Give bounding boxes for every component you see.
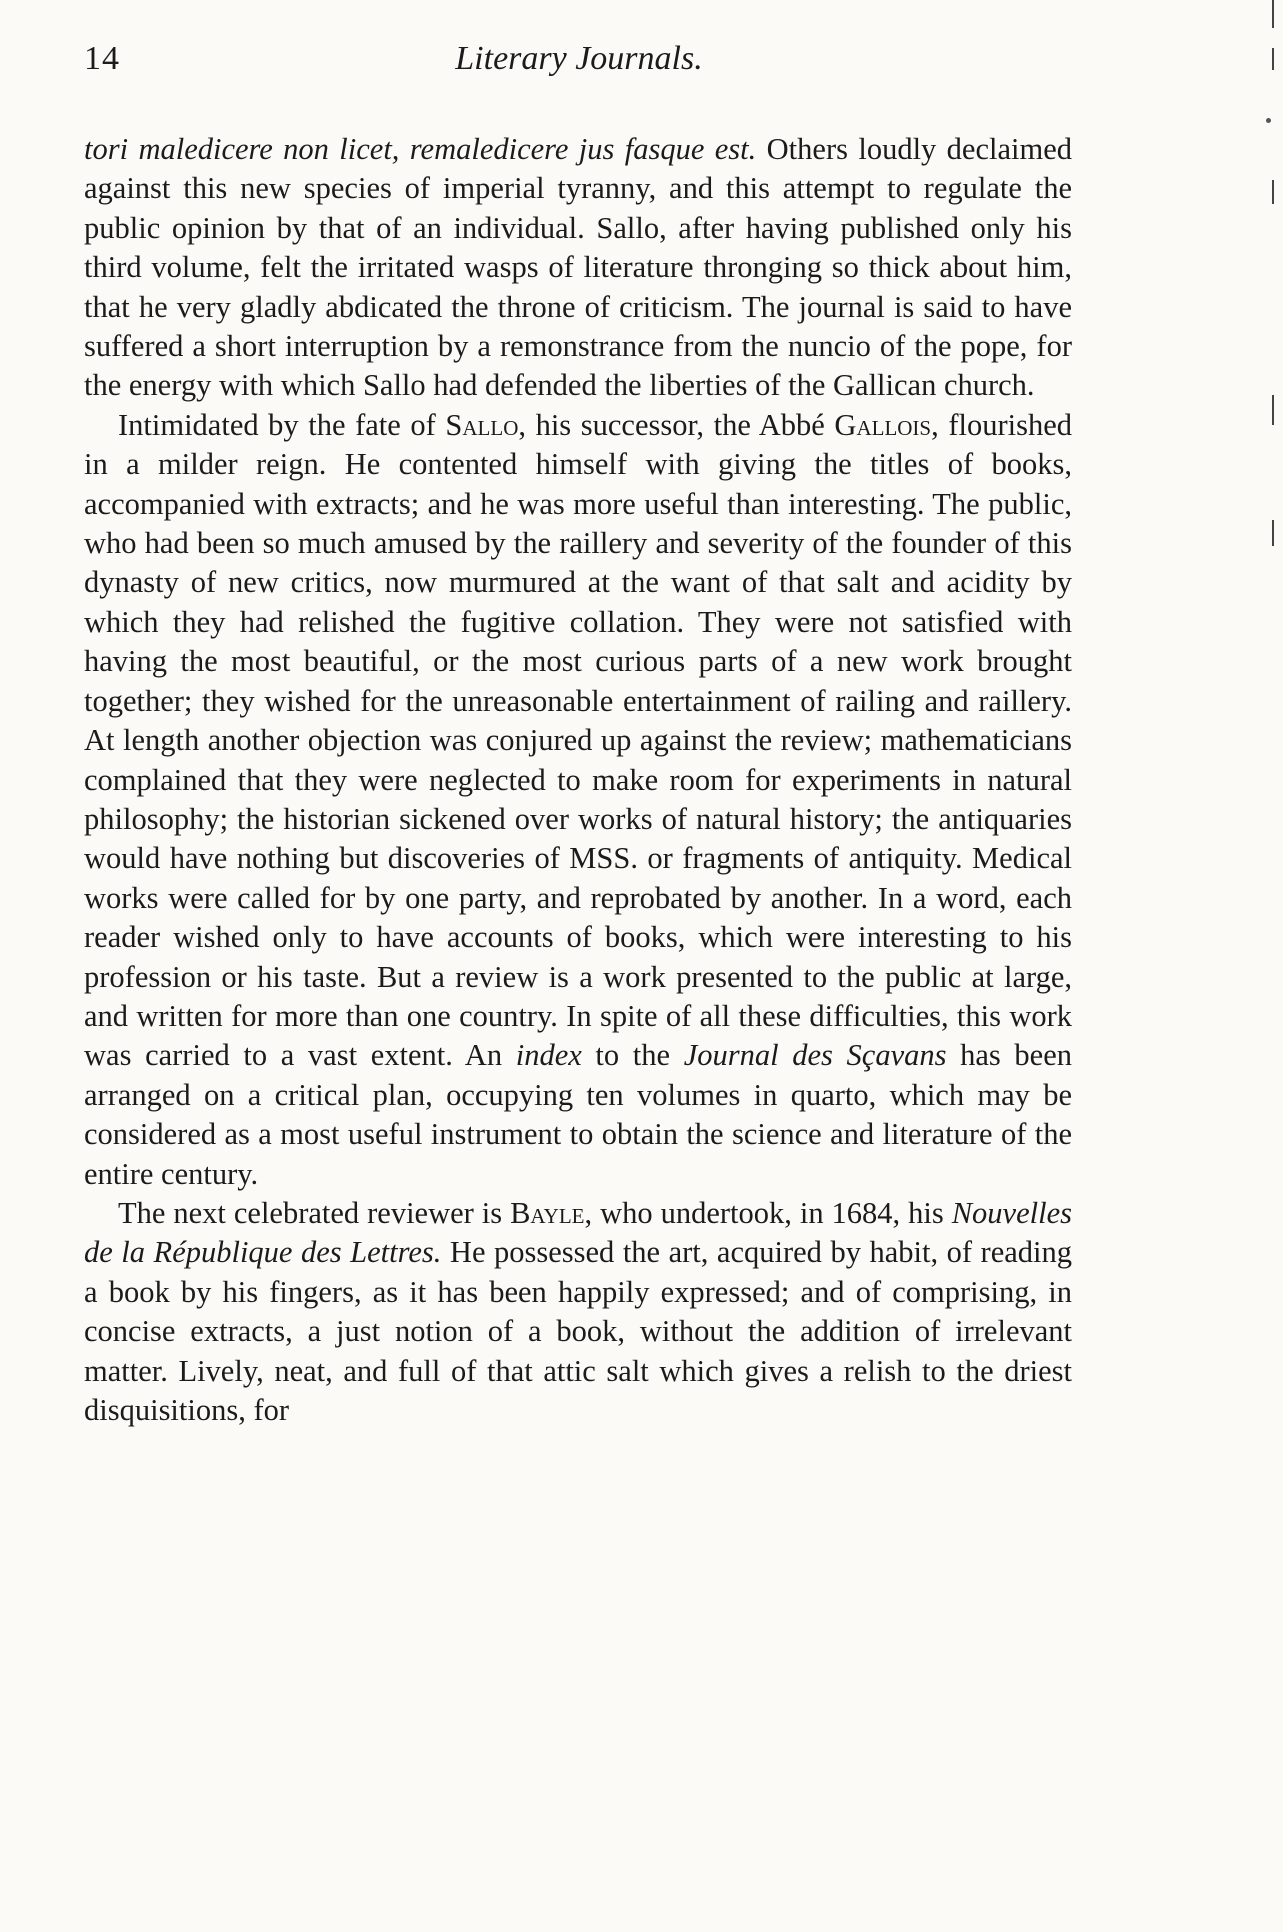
scan-mark bbox=[1272, 180, 1274, 204]
page-header bbox=[84, 40, 1074, 90]
paragraph-1-text: Others loudly declaimed against this new species of imperial tyranny, and this attempt to regulate the public opinion by that of an individual. Sallo, after having published only his third volume, felt the irritated wasps of literature thronging so thick about him, that he very gladly abdicated the throne of criticism. The journal is said to have suffered a short interruption by a remonstrance from the nuncio of the pope, for the energy with which Sallo had defended the liberties of the Gallican church. bbox=[84, 132, 1072, 403]
name-bayle: Bayle bbox=[510, 1195, 585, 1230]
latin-quotation: tori maledicere non licet, remaledicere jus fasque est. bbox=[84, 132, 757, 166]
paragraph-1 bbox=[84, 130, 1072, 406]
nouvelles-title: Nouvelles de la République des Lettres. bbox=[84, 1195, 1072, 1270]
paragraph-2-text-a: Intimidated by the fate of bbox=[118, 407, 446, 442]
paragraph-3 bbox=[84, 1194, 1072, 1430]
paragraph-2-text-b: , his successor, the Abbé bbox=[518, 407, 835, 442]
paragraph-3-text-c: He possessed the art, acquired by habit, of reading a book by his fingers, as it has been happily expressed; and of comprising, in concise extracts, a just notion of a book, without the addition of irrelevant matter. Lively, neat, and full of that attic salt which gives a relish to the driest disquisitions, for bbox=[84, 1235, 1072, 1427]
paragraph-2-text-c: , flourished in a milder reign. He contented himself with giving the titles of books, accompanied with extracts; and he was more useful than interesting. The public, who had been so much amused by the raillery and severity of the founder of this dynasty of new critics, now murmured at the want of that salt and acidity by which they had relished the fugitive collation. They were not satisfied with having the most beautiful, or the most curious parts of a new work brought together; they wished for the unreasonable entertainment of railing and raillery. At length another objection was conjured up against the review; mathematicians complained that they were neglected to make room for experiments in natural philosophy; the historian sickened over works of natural history; the antiquaries would have nothing but discoveries of MSS. or fragments of antiquity. Medical works were called for by one party, and reprobated by another. In a word, each reader wished only to have accounts of books, which were interesting to his profession or his taste. But a review is a work presented to the public at large, and written for more than one country. In spite of all these difficulties, this work was carried to a vast extent. An bbox=[84, 407, 1072, 1073]
name-sallo: Sallo bbox=[445, 407, 519, 442]
italic-index: index bbox=[515, 1038, 582, 1073]
scan-edge-marks bbox=[1266, 0, 1283, 1932]
journal-title: Journal des Sçavans bbox=[683, 1038, 947, 1073]
scan-mark bbox=[1272, 520, 1274, 546]
paragraph-3-text-b: , who undertook, in 1684, his bbox=[584, 1195, 952, 1230]
name-gallois: Gallois bbox=[834, 407, 932, 442]
scan-mark bbox=[1272, 48, 1274, 70]
page-number: 14 bbox=[84, 40, 120, 77]
scan-mark bbox=[1272, 0, 1274, 28]
paragraph-2-text-d: to the bbox=[581, 1038, 684, 1073]
paragraph-3-text-a: The next celebrated reviewer is bbox=[118, 1195, 511, 1230]
running-title: Literary Journals. bbox=[455, 40, 703, 77]
scan-mark bbox=[1272, 395, 1274, 425]
scan-dot bbox=[1266, 118, 1271, 123]
paragraph-2 bbox=[84, 406, 1072, 1194]
body-text bbox=[84, 130, 1072, 1430]
paragraph-2-text-e: has been arranged on a critical plan, occupying ten volumes in quarto, which may be considered as a most useful instrument to obtain the science and literature of the entire century. bbox=[84, 1038, 1073, 1191]
